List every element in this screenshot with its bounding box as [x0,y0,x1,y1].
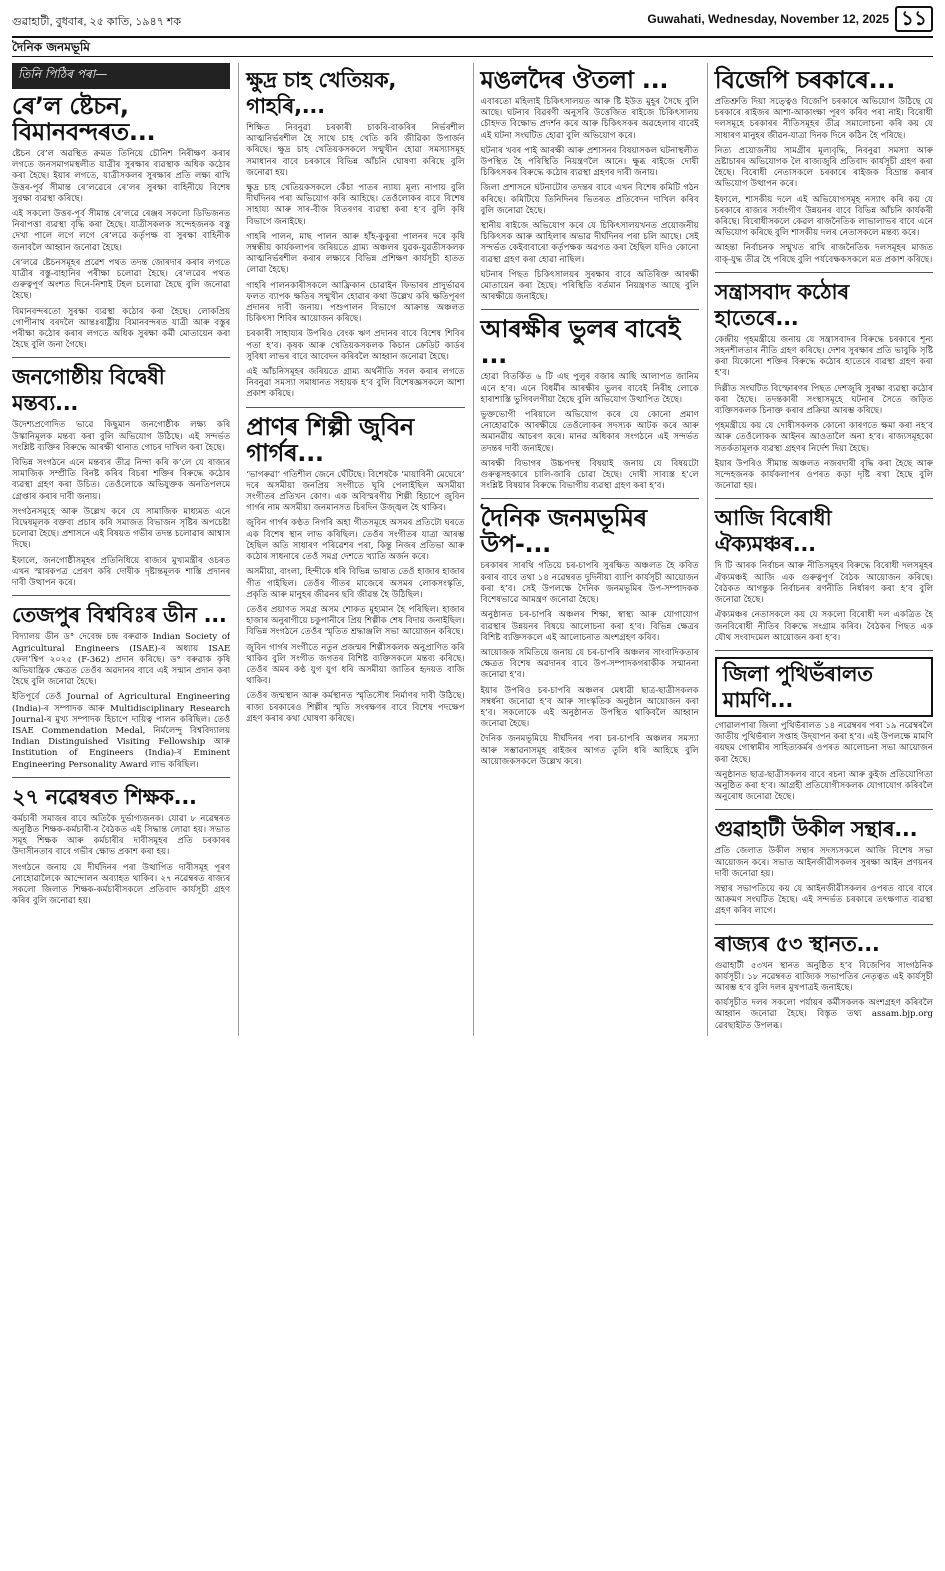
divider [715,498,933,499]
column-3 [473,63,699,1036]
article-paragraph: অসমীয়া, বাংলা, হিন্দীকে ধৰি বিভিন্ন ভাষাত তেওঁ হাজাৰ হাজাৰ গীত গাইছিল। তেওঁৰ গীতৰ মাজেৰে অসমৰ লোকসংস্কৃতি, প্ৰকৃতি আৰু মানুহৰ জীৱনৰ ছবি জীৱন্ত হৈ উঠিছিল। [246,567,465,600]
article-paragraph: সংগঠনে জনায় যে দীৰ্ঘদিনৰ পৰা উত্থাপিত দাবীসমূহ পূৰণ নোহোৱালৈকে আন্দোলন অব্যাহত থাকিব। ২৭ নৱেম্বৰত ৰাজ্যৰ সকলো জিলাত শিক্ষক-কৰ্মচাৰীসকলে প্ৰতিবাদ কাৰ্যসূচী গ্ৰহণ কৰিব বুলি জনোৱা হয়। [12,862,231,907]
headline: বিজেপি চৰকাৰে... [714,66,896,94]
article-paragraph: ৰে’লৱে ষ্টেচনসমূহৰ প্ৰৱেশ পথত তদন্ত জোৰদাৰ কৰাৰ লগতে যাত্ৰীৰ বস্তু-বাহানিৰ পৰীক্ষা চলোৱা হৈছে। ৰে’লৱেৰ পথত গুৰুত্বপূৰ্ণ অংশত দিনে-নিশাই টহল চলোৱা হৈছে বুলি জনোৱা হৈছে। [12,257,231,302]
article-paragraph: প্ৰতিশ্ৰুতি দিয়া সত্ত্বেও বিজেপি চৰকাৰে অভিযোগ উঠিছে যে চৰকাৰে ৰাইজৰ আশা-আকাংক্ষা পূৰণ কৰিব পৰা নাই। বিৰোধী দলসমূহে চৰকাৰৰ নীতিসমূহৰ তীব্ৰ সমালোচনা কৰি কয় যে সাধাৰণ মানুহৰ জীৱন-যাত্ৰা দিনক দিনে কঠিন হৈ পৰিছে। [714,97,933,141]
article-paragraph: ভুক্তভোগী পৰিয়ালে অভিযোগ কৰে যে কোনো প্ৰমাণ নোহোৱাকৈ আৰক্ষীয়ে তেওঁলোকৰ সদস্যক আটক কৰে আৰু অমানৱীয় আচৰণ কৰে। মানৱ অধিকাৰ সংগঠনে এই সন্দৰ্ভত তদন্তৰ দাবী জনাইছে। [480,410,699,454]
column-4 [707,63,933,1036]
article-paragraph: আহন্তা নিৰ্বাচনক সন্মুখত ৰাখি ৰাজনৈতিক দলসমূহৰ মাজত বাক্-যুদ্ধ তীব্ৰ হৈ পৰিছে বুলি পৰ্যবেক্ষকসকলে মত প্ৰকাশ কৰিছে। [714,243,933,265]
top-bar [12,6,933,32]
brand-bar [12,36,933,57]
article-paragraph: ঘটনাৰ পিছত চিকিৎসালয়ৰ সুৰক্ষাৰ বাবে অতিৰিক্ত আৰক্ষী মোতায়েন কৰা হৈছে। পৰিস্থিতি বৰ্তমান নিয়ন্ত্ৰণত আছে বুলি আৰক্ষীয়ে জনাইছে। [480,269,699,303]
divider [715,809,933,810]
article-paragraph: ইয়াৰ উপৰিও সীমান্ত অঞ্চলত নজৰদাৰী বৃদ্ধি কৰা হৈছে আৰু সন্দেহজনক কাৰ্যকলাপৰ ওপৰত কড়া দৃষ্টি ৰখা হৈছে বুলি জনোৱা হয়। [714,458,933,492]
headline: জনগোষ্ঠীয় বিদ্বেষী মন্তব্য... [12,365,165,416]
headline: আৰক্ষীৰ ভুলৰ বাবেই ... [480,315,681,370]
article-paragraph: কেন্দ্ৰীয় গৃহমন্ত্ৰীয়ে জনায় যে সন্ত্ৰাসবাদৰ বিৰুদ্ধে চৰকাৰে শূন্য সহনশীলতাৰ নীতি গ্ৰহণ কৰিছে। দেশৰ সুৰক্ষাৰ প্ৰতি ভাবুকি সৃষ্টি কৰা যিকোনো শক্তিৰ বিৰুদ্ধে কঠোৰ হাতেৰে ব্যৱস্থা গ্ৰহণ কৰা হ’ব। [714,334,933,379]
divider [481,498,699,499]
article-paragraph: ইতিপূৰ্বে তেওঁ Journal of Agricultural Engineering (India)-ৰ সম্পাদক আৰু Multidisciplinary Research Journal-ৰ মুখ্য সম্পাদক হিচাপে দায়িত্ব পালন কৰিছিল। তেওঁ ISAE Commendation Medal, নিৰ্মলেন্দু বিশ্ববিদ্যালয় Indian Distinguished Visiting Fellowship আৰু Institution of Engineers (India)-ৰ Eminent Engineering Personality Award লাভ কৰিছিল। [12,692,231,770]
article-paragraph: ইফালে, শাসকীয় দলে এই অভিযোগসমূহ নস্যাৎ কৰি কয় যে চৰকাৰে ৰাজ্যৰ সৰ্বাংগীণ উন্নয়নৰ বাবে বিভিন্ন আঁচনি কাৰ্যকৰী কৰিছে। বিৰোধীসকলে কেৱল ৰাজনৈতিক লাভালাভৰ বাবে এনে অভিযোগ কৰিছে বুলি শাসকীয় দলৰ নেতাসকলে মন্তব্য কৰে। [714,194,933,239]
article-paragraph: উদেশ্যপ্ৰণোদিত ভাৱে কিছুমান জনগোষ্ঠীক লক্ষ্য কৰি উস্কানিমূলক মন্তব্য কৰা বুলি অভিযোগ উঠিছে। এই সন্দৰ্ভত সংশ্লিষ্ট ব্যক্তিৰ বিৰুদ্ধে আৰক্ষী থানাত গোচৰ দাখিল কৰা হৈছে। [12,420,231,453]
article-paragraph: জিলা প্ৰশাসনে ঘটনাটোৰ তদন্তৰ বাবে এখন বিশেষ কমিটি গঠন কৰিছে। কমিটিয়ে তিনিদিনৰ ভিতৰত প্ৰতিবেদন দাখিল কৰিব বুলি জনোৱা হৈছে। [480,183,699,216]
article-paragraph: গৃহমন্ত্ৰীয়ে কয় যে দোষীসকলক কোনো কাৰণতে ক্ষমা কৰা নহ’ব আৰু তেওঁলোকক আইনৰ আওতালৈ অনা হ’ব। ৰাজ্যসমূহকো সতৰ্কতামূলক ব্যৱস্থা গ্ৰহণৰ নিৰ্দেশ দিয়া হৈছে। [714,421,933,454]
article-paragraph: অনুষ্ঠানত ছাত্ৰ-ছাত্ৰীসকলৰ বাবে ৰচনা আৰু কুইজ প্ৰতিযোগিতা অনুষ্ঠিত কৰা হ’ব। আগ্ৰহী প্ৰতিযোগীসকলক যোগাযোগ কৰিবলৈ অনুৰোধ জনোৱা হৈছে। [714,769,933,803]
headline: সন্ত্ৰাসবাদ কঠোৰ হাতেৰে... [714,279,849,330]
article-paragraph: জুবিন গাৰ্গৰ কণ্ঠত নিগৰি অহা গীতসমূহে অসমৰ প্ৰতিটো ঘৰতে এক বিশেষ স্থান লাভ কৰিছিল। তেওঁৰ সংগীতৰ যাত্ৰা আৰম্ভ হৈছিল অতি সাধাৰণ পৰিৱেশৰ পৰা, কিন্তু নিজৰ প্ৰতিভা আৰু কঠোৰ সাধনাৰে তেওঁ সমগ্ৰ দেশতে খ্যাতি অৰ্জন কৰে। [246,518,465,563]
headline: তেজপুৰ বিশ্ববিঃৰ ডীন ... [12,603,227,628]
headline: মঙলদৈৰ ঔতলা ... [480,66,669,94]
article-paragraph: বিমানবন্দৰতো সুৰক্ষা ব্যৱস্থা কঠোৰ কৰা হৈছে। লোকপ্ৰিয় গোপীনাথ বৰদলৈ আন্তঃৰাষ্ট্ৰীয় বিমানবন্দৰত যাত্ৰী আৰু বস্তুৰ পৰীক্ষা কঠোৰ কৰাৰ লগতে অধিক সুৰক্ষা কৰ্মী মোতায়েন কৰা হৈছে বুলি জনা গৈছে। [12,306,231,351]
article-paragraph: চৰকাৰৰ সাৰথি গতিয়ে চৰ-চাপৰি সুৰক্ষিত অঞ্চলত হৈ কবিত কৰাৰ বাবে তথা ১৪ নৱেম্বৰত দুদিনীয়া ব্যাপি কাৰ্যসূচী আয়োজন কৰা হ’ব। সেই উপলক্ষে দৈনিক জনমভূমিৰ উপ-সম্পাদকক বিশেষভাৱে আমন্ত্ৰণ জনোৱা হৈছে। [480,561,699,606]
dateline-right-group [647,6,933,32]
divider [715,650,933,651]
headline: ৰাজ্যৰ ৫৩ স্থানত... [714,931,880,956]
dateline-right: Guwahati, Wednesday, November 12, 2025 [647,12,890,26]
continued-kicker: তিনি পিঠিৰ পৰা— [12,63,230,89]
divider [246,407,464,408]
article-paragraph: ইফালে, জনগোষ্ঠীসমূহৰ প্ৰতিনিধিয়ে ৰাজ্যৰ মুখ্যমন্ত্ৰীৰ ওচৰত এখন স্মাৰকপত্ৰ প্ৰেৰণ কৰি দোষীক দৃষ্টান্তমূলক শাস্তি প্ৰদানৰ দাবী উত্থাপন কৰে। [12,555,231,589]
article-paragraph: এই আঁচনিসমূহৰ জৰিয়তে গ্ৰাম্য অৰ্থনীতি সবল কৰাৰ লগতে নিবনুৱা সমস্যা সমাধানত সহায়ক হ’ব বুলি বিশেষজ্ঞসকলে আশা প্ৰকাশ কৰিছে। [246,367,465,400]
article-paragraph: ঘটনাৰ খবৰ পাই আৰক্ষী আৰু প্ৰশাসনৰ বিষয়াসকল ঘটনাস্থলীত উপস্থিত হৈ পৰিস্থিতি নিয়ন্ত্ৰণলৈ আনে। ক্ষুব্ধ ৰাইজে দোষী চিকিৎসকৰ বিৰুদ্ধে কঠোৰ ব্যৱস্থা গ্ৰহণৰ দাবী জনায়। [480,145,699,179]
article-paragraph: দিল্লীত সংঘটিত বিস্ফোৰণৰ পিছত দেশজুৰি সুৰক্ষা ব্যৱস্থা কঠোৰ কৰা হৈছে। তদন্তকাৰী সংস্থাসমূহে ঘটনাৰ সৈতে জড়িত ব্যক্তিসকলক চিনাক্ত কৰাৰ প্ৰক্ৰিয়া আৰম্ভ কৰিছে। [714,383,933,417]
article-paragraph: গোৱালপাৰা জিলা পুথিভঁৰালত ১৪ নৱেম্বৰৰ পৰা ১৯ নৱেম্বৰলৈ জাতীয় পুথিভঁৰাল সপ্তাহ উদ্‌যাপন কৰা হ’ব। এই উপলক্ষে মামণি ৰয়ছম গোস্বামীৰ সাহিত্যকৰ্মৰ ওপৰত আলোচনা সভা আয়োজন কৰা হৈছে। [714,720,933,765]
article-paragraph: শিক্ষিত নিবনুৱা চৰকাৰী চাকৰি-বাকৰিৰ নিৰ্ভৰশীল আত্মনিৰ্ভৰশীল হৈ সাথে চাহ খেতি কৰি জীৱিকা উপাৰ্জন কৰিছে। ক্ষুদ্ৰ চাহ খেতিয়কসকলে সন্মুখীন হোৱা সমস্যাসমূহ সমাধানৰ বাবে চৰকাৰে বিভিন্ন আঁচনি ঘোষণা কৰিছে বুলি জনোৱা হয়। [246,123,465,178]
article-paragraph: এবাৰতো মহিলাই চিকিৎসালয়ত আৰু ষ্টি ইউত মুহূৰ সৈছে বুলি আছে। ঘটনাৰ বিৱৰণী অনুসৰি উত্তেজিত ৰাইজে চিকিৎসালয় চৌহদত বিক্ষোভ প্ৰদৰ্শন কৰে আৰু চিকিৎসকৰ অৱহেলাৰ বাবেই এই ঘটনা সংঘটিত হোৱা বুলি অভিযোগ কৰে। [480,97,699,141]
article-paragraph: বিদ্যালয় ডীন ড° দেবেন্দ্ৰ চন্দ্ৰ বৰুৱাক Indian Society of Agricultural Engineers (ISAE)-ৰ অধ্যায় ISAE ফেল’শ্বিপ ২০২৫ (F-362) প্ৰদান কৰিছে। ড° বৰুৱাক কৃষি অভিযান্ত্ৰিক ক্ষেত্ৰত তেওঁৰ অৱদানৰ বাবে এই সন্মান প্ৰদান কৰা হৈছে বুলি জনোৱা হৈছে। [12,632,231,688]
column-1 [12,63,230,1036]
article-paragraph: নিত্য প্ৰয়োজনীয় সামগ্ৰীৰ মূল্যবৃদ্ধি, নিবনুৱা সমস্যা আৰু ভ্ৰষ্টাচাৰৰ অভিযোগক লৈ ৰাজ্যজুৰি প্ৰতিবাদ কাৰ্যসূচী গ্ৰহণ কৰা হৈছে। বিৰোধী নেতাসকলে চৰকাৰে ৰাইজক বিভ্ৰান্ত কৰাৰ অভিযোগ উত্থাপন কৰে। [714,145,933,190]
article-paragraph: আয়োজক সমিতিয়ে জনায় যে চৰ-চাপৰি অঞ্চলৰ সাংবাদিকতাৰ ক্ষেত্ৰত বিশেষ অৱদানৰ বাবে উপ-সম্পাদকগৰাকীক সন্মাননা জনোৱা হ’ব। [480,647,699,681]
divider [715,924,933,925]
headline: দৈনিক জনমভূমিৰ উপ-... [480,504,647,559]
headline: ৰে’ল ষ্টেচন, বিমানবন্দৰত... [12,92,156,146]
article-paragraph: তেওঁৰ প্ৰয়াণত সমগ্ৰ অসম শোকত মুহ্যমান হৈ পৰিছিল। হাজাৰ হাজাৰ অনুৰাগীয়ে চকুপানীৰে প্ৰিয় শিল্পীক শেষ বিদায় জনাইছিল। বিভিন্ন সংগঠনে তেওঁৰ স্মৃতিত শ্ৰদ্ধাঞ্জলি সভা আয়োজন কৰিছে। [246,604,465,638]
article-paragraph: ঐক্যমঞ্চৰ নেতাসকলে কয় যে সকলো বিৰোধী দল একত্ৰিত হৈ জনবিৰোধী নীতিৰ বিৰুদ্ধে সংগ্ৰাম কৰিব। বৈঠকৰ পিছত এক যৌথ সংবাদমেল আয়োজন কৰা হ’ব। [714,610,933,643]
article-paragraph: গাহৰি পালনকাৰীসকলে আফ্ৰিকান চোৱাইন ফিভাৰৰ প্ৰাদুৰ্ভাৱৰ ফলত ব্যাপক ক্ষতিৰ সন্মুখীন হোৱাৰ কথা উল্লেখ কৰি ক্ষতিপূৰণ প্ৰদানৰ দাবী জনায়। পশুপালন বিভাগে আক্ৰান্ত অঞ্চলত চিকিৎসা শিবিৰ আয়োজন কৰিছে। [246,280,465,325]
article-paragraph: ইয়াৰ উপৰিও চৰ-চাপৰি অঞ্চলৰ মেধাৱী ছাত্ৰ-ছাত্ৰীসকলক সম্বৰ্ধনা জনোৱা হ’ব আৰু সাংস্কৃতিক অনুষ্ঠান আয়োজন কৰা হ’ব। সকলোকে এই অনুষ্ঠানত উপস্থিত থাকিবলৈ আহ্বান জনোৱা হৈছে। [480,685,699,730]
divider [715,272,933,273]
headline: ক্ষুদ্ৰ চাহ খেতিয়ক, গাহৰি,... [246,68,397,118]
divider [12,595,230,596]
article-paragraph: কৰ্মচাৰী সমাজৰ বাবে অতিকৈ দুৰ্ভাগ্যজনক। যোৱা ৮ নৱেম্বৰত অনুষ্ঠিত শিক্ষক-কৰ্মচাৰী-ৰ বৈঠকত এই সিদ্ধান্ত লোৱা হয়। সভাত সমূহ শিক্ষক আৰু কৰ্মচাৰীৰ দাবীসমূহৰ প্ৰতি চৰকাৰৰ উদাসীনতাৰ বাবে গভীৰ ক্ষোভ প্ৰকাশ কৰা হয়। [12,813,231,858]
divider [12,357,230,358]
dateline-left: গুৱাহাটী, বুধবাৰ, ২৫ কাতি, ১৯৪৭ শক [12,16,182,28]
divider [481,309,699,310]
paper-name: দৈনিক জনমভূমি [12,40,90,54]
article-paragraph: কাৰ্যসূচীত দলৰ সকলো পৰ্যায়ৰ কৰ্মীসকলক অংশগ্ৰহণ কৰিবলৈ আহ্বান জনোৱা হৈছে। বিস্তৃত তথ্য assam.bjp.org ৱেবছাইটত উপলব্ধ। [714,998,933,1031]
article-paragraph: এই সকলো উত্তৰ-পূৰ্ব সীমান্ত ৰে’লৱে ৰেঞ্জৰ সকলো ডিভিজনত নিৰাপত্তা ব্যৱস্থা বৃদ্ধি কৰা হৈছে। যাত্ৰীসকলক সন্দেহজনক বস্তু দেখা পালে লগে লগে ৰে’লৱে কৰ্তৃপক্ষ বা সুৰক্ষা বাহিনীক জনাবলৈ আহ্বান জনোৱা হৈছে। [12,209,231,253]
article-paragraph: সন্থাৰ সভাপতিয়ে কয় যে আইনজীৱীসকলৰ ওপৰত বাৰে বাৰে আক্ৰমণ সংঘটিত হৈছে। এই সন্দৰ্ভত চৰকাৰে তৎক্ষণাত ব্যৱস্থা গ্ৰহণ কৰিব লাগে। [714,883,933,917]
article-paragraph: চৰকাৰী সাহায্যৰ উপৰিও বেংক ঋণ প্ৰদানৰ বাবে বিশেষ শিবিৰ পতা হ’ব। কৃষক আৰু খেতিয়কসকলক কিচান ক্ৰেডিট কাৰ্ডৰ সুবিধা লাভৰ বাবে আবেদন কৰিবলৈ আহ্বান জনোৱা হৈছে। [246,329,465,362]
headline: আজি বিৰোধী ঐক্যমঞ্চৰ... [714,506,832,557]
article-paragraph: প্ৰতি জেলাত উকীল সন্থাৰ সদস্যসকলে আজি বিশেষ সভা আয়োজন কৰে। সভাত আইনজীৱীসকলৰ সুৰক্ষা আইন প্ৰণয়নৰ দাবী জনোৱা হয়। [714,846,933,879]
article-paragraph: দি টি আৰক নিৰ্বাচন আৰু নীতিসমূহৰ বিৰুদ্ধে বিৰোধী দলসমূহৰ ঐক্যমঞ্চই আজি এক গুৰুত্বপূৰ্ণ বৈঠক আয়োজন কৰিছে। বৈঠকত আগন্তুক নিৰ্বাচনৰ ৰণনীতি নিৰ্ধাৰণ কৰা হ’ব বুলি জনোৱা হৈছে। [714,561,933,606]
article-paragraph: গুৱাহাটী ৫৩খন স্থানত অনুষ্ঠিত হ’ব বিজেপিৰ সাংগঠনিক কাৰ্যসূচী। ১৮ নৱেম্বৰত ৰাজ্যিক সভাপতিৰ নেতৃত্বত এই কাৰ্যসূচী আৰম্ভ হ’ব বুলি দলৰ মুখপাত্ৰই জনাইছে। [714,960,933,993]
article-paragraph: গাহৰি পালন, মাছ পালন আৰু হাঁহ-কুকুৰা পালনৰ দৰে কৃষি সম্বন্ধীয় কাৰ্যকলাপৰ জৰিয়তে গ্ৰাম্য অঞ্চলৰ যুৱক-যুৱতীসকলক আত্মনিৰ্ভৰশীল কৰাৰ লক্ষ্যৰে বিভিন্ন প্ৰশিক্ষণ কাৰ্যসূচী হাতত লোৱা হৈছে। [246,231,465,276]
article-paragraph: হোৱা বিতৰ্কিত ৬ টি এছ পুলুৰ বজাৰ আছি আলাপত জানিম এনে হ’ব। এনে বিধৰ্মীৰ আৰক্ষীৰ ভুলৰ বাবেই নিৰীহ লোকে হাৰাশাস্তি ভুগিবলগীয়া হৈছে বুলি অভিযোগ উত্থাপিত হৈছে। [480,372,699,405]
article-paragraph: ক্ষুদ্ৰ চাহ খেতিয়কসকলে কেঁচা পাতৰ ন্যায্য মূল্য নাপায় বুলি দীৰ্ঘদিনৰ পৰা অভিযোগ কৰি আহিছে। তেওঁলোকৰ বাবে বিশেষ সাহায্য আৰু সাৰ-বীজ বিতৰণৰ ব্যৱস্থা কৰা হ’ব বুলি কৃষি বিভাগে জনাইছে। [246,183,465,227]
headline: ২৭ নৱেম্বৰত শিক্ষক... [12,784,197,809]
column-2 [238,63,464,1036]
divider [12,777,230,778]
headline: প্ৰাণৰ শিল্পী জুবিন গাৰ্গৰ... [246,412,414,467]
headline: গুৱাহাটী উকীল সন্থাৰ... [714,817,918,842]
article-paragraph: আৰক্ষী বিভাগৰ উচ্চপদস্থ বিষয়াই জনায় যে বিষয়টো গুৰুত্বসহকাৰে চালি-জাৰি চোৱা হৈছে। দোষী সাব্যস্ত হ’লে সংশ্লিষ্ট বিষয়াৰ বিৰুদ্ধে বিভাগীয় ব্যৱস্থা গ্ৰহণ কৰা হ’ব। [480,458,699,492]
article-paragraph: বিভিন্ন সংগঠনে এনে মন্তব্যৰ তীব্ৰ নিন্দা কৰি ক’লে যে ৰাজ্যৰ সামাজিক সম্প্ৰীতি বিনষ্ট কৰিব বিচৰা শক্তিৰ বিৰুদ্ধে কঠোৰ ব্যৱস্থা গ্ৰহণ কৰা উচিত। তেওঁলোকে অভিযুক্তক অনতিপলমে গ্ৰেপ্তাৰ কৰাৰ দাবী জনায়। [12,458,231,502]
article-paragraph: ‘ভাগৰুৱা’ গতিশীল জেনে ঘেঁটিছে। বিশেষকৈ ‘মায়াবিনী মেঘেৰে’ দৰে অসমীয়া জনপ্ৰিয় সংগীতে ঘূৰি পেলাইছিল অসমীয়া সংগীতৰ প্ৰতিখন কোণ। এক অবিস্মৰণীয় শিল্পী হিচাপে জুবিন গাৰ্গৰ নাম অসমীয়া জনমানসত চিৰদিন উজ্জ্বল হৈ থাকিব। [246,469,465,514]
article-paragraph: অনুষ্ঠানত চৰ-চাপৰি অঞ্চলৰ শিক্ষা, স্বাস্থ্য আৰু যোগাযোগ ব্যৱস্থাৰ উন্নয়নৰ বিষয়ে আলোচনা কৰা হ’ব। বিভিন্ন ক্ষেত্ৰৰ বিশিষ্ট ব্যক্তিসকলে এই আলোচনাত অংশগ্ৰহণ কৰিব। [480,610,699,643]
page-number: ১১ [895,6,933,32]
headline: জিলা পুথিভঁৰালত মামণি... [715,657,933,717]
article-paragraph: তেওঁৰ জন্মস্থান আৰু কৰ্মস্থানত স্মৃতিসৌধ নিৰ্মাণৰ দাবী উঠিছে। ৰাজ্য চৰকাৰেও শিল্পীৰ স্মৃতি সংৰক্ষণৰ বাবে বিশেষ পদক্ষেপ গ্ৰহণ কৰাৰ কথা ঘোষণা কৰিছে। [246,691,465,724]
article-paragraph: দৈনিক জনমভূমিয়ে দীৰ্ঘদিনৰ পৰা চৰ-চাপৰি অঞ্চলৰ সমস্যা আৰু সম্ভাৱনাসমূহ ৰাইজৰ আগত তুলি ধৰি আহিছে বুলি আয়োজকসকলে উল্লেখ কৰে। [480,734,699,767]
article-paragraph: সংগঠনসমূহে আৰু উল্লেখ কৰে যে সামাজিক মাধ্যমত এনে বিদ্বেষমূলক বক্তব্য প্ৰচাৰ কৰি সমাজত বিভাজন সৃষ্টিৰ অপচেষ্টা চলোৱা হৈছে। প্ৰশাসনে এই বিষয়ত গভীৰ তদন্ত চলোৱাৰ আশ্বাস দিছে। [12,506,231,551]
article-paragraph: ষ্টেচন বে’ল অৱস্থিত ক্ৰমত তিনিয়ে চৌনিশ নিৰীক্ষণ কৰাৰ লগতে জনসমাগমস্থলীত যাত্ৰীৰ সুৰক্ষাৰ ব্যৱস্থাক অধিক কঠোৰ কৰা হৈছে। ইয়াৰ লগতে, যাত্ৰীসকলৰ সুৰক্ষাৰ প্ৰতি লক্ষ্য ৰাখি উত্তৰ-পূৰ্ব সীমান্ত ৰে’লৱেৰে ৰে’লৰ সুৰক্ষা বাহিনীয়ে বিশেষ সুৰক্ষা ব্যৱস্থা কৰিছে। [12,149,231,204]
columns [12,63,933,1036]
article-paragraph: জুবিন গাৰ্গৰ সংগীতে নতুন প্ৰজন্মৰ শিল্পীসকলক অনুপ্ৰাণিত কৰি থাকিব বুলি সংগীত জগতৰ বিশিষ্ট ব্যক্তিসকলে মন্তব্য কৰিছে। তেওঁৰ অমৰ কণ্ঠ যুগ যুগ ধৰি অসমীয়া জাতিৰ হৃদয়ত বাজি থাকিব। [246,642,465,687]
article-paragraph: স্থানীয় ৰাইজে অভিযোগ কৰে যে চিকিৎসালয়খনত প্ৰয়োজনীয় চিকিৎসক আৰু আহিলাৰ অভাৱ দীৰ্ঘদিনৰ পৰা চলি আছে। সেই সন্দৰ্ভত কেইবাবাৰো কৰ্তৃপক্ষক অৱগত কৰা হৈছিল যদিও কোনো ব্যৱস্থা গ্ৰহণ কৰা হোৱা নাছিল। [480,221,699,265]
